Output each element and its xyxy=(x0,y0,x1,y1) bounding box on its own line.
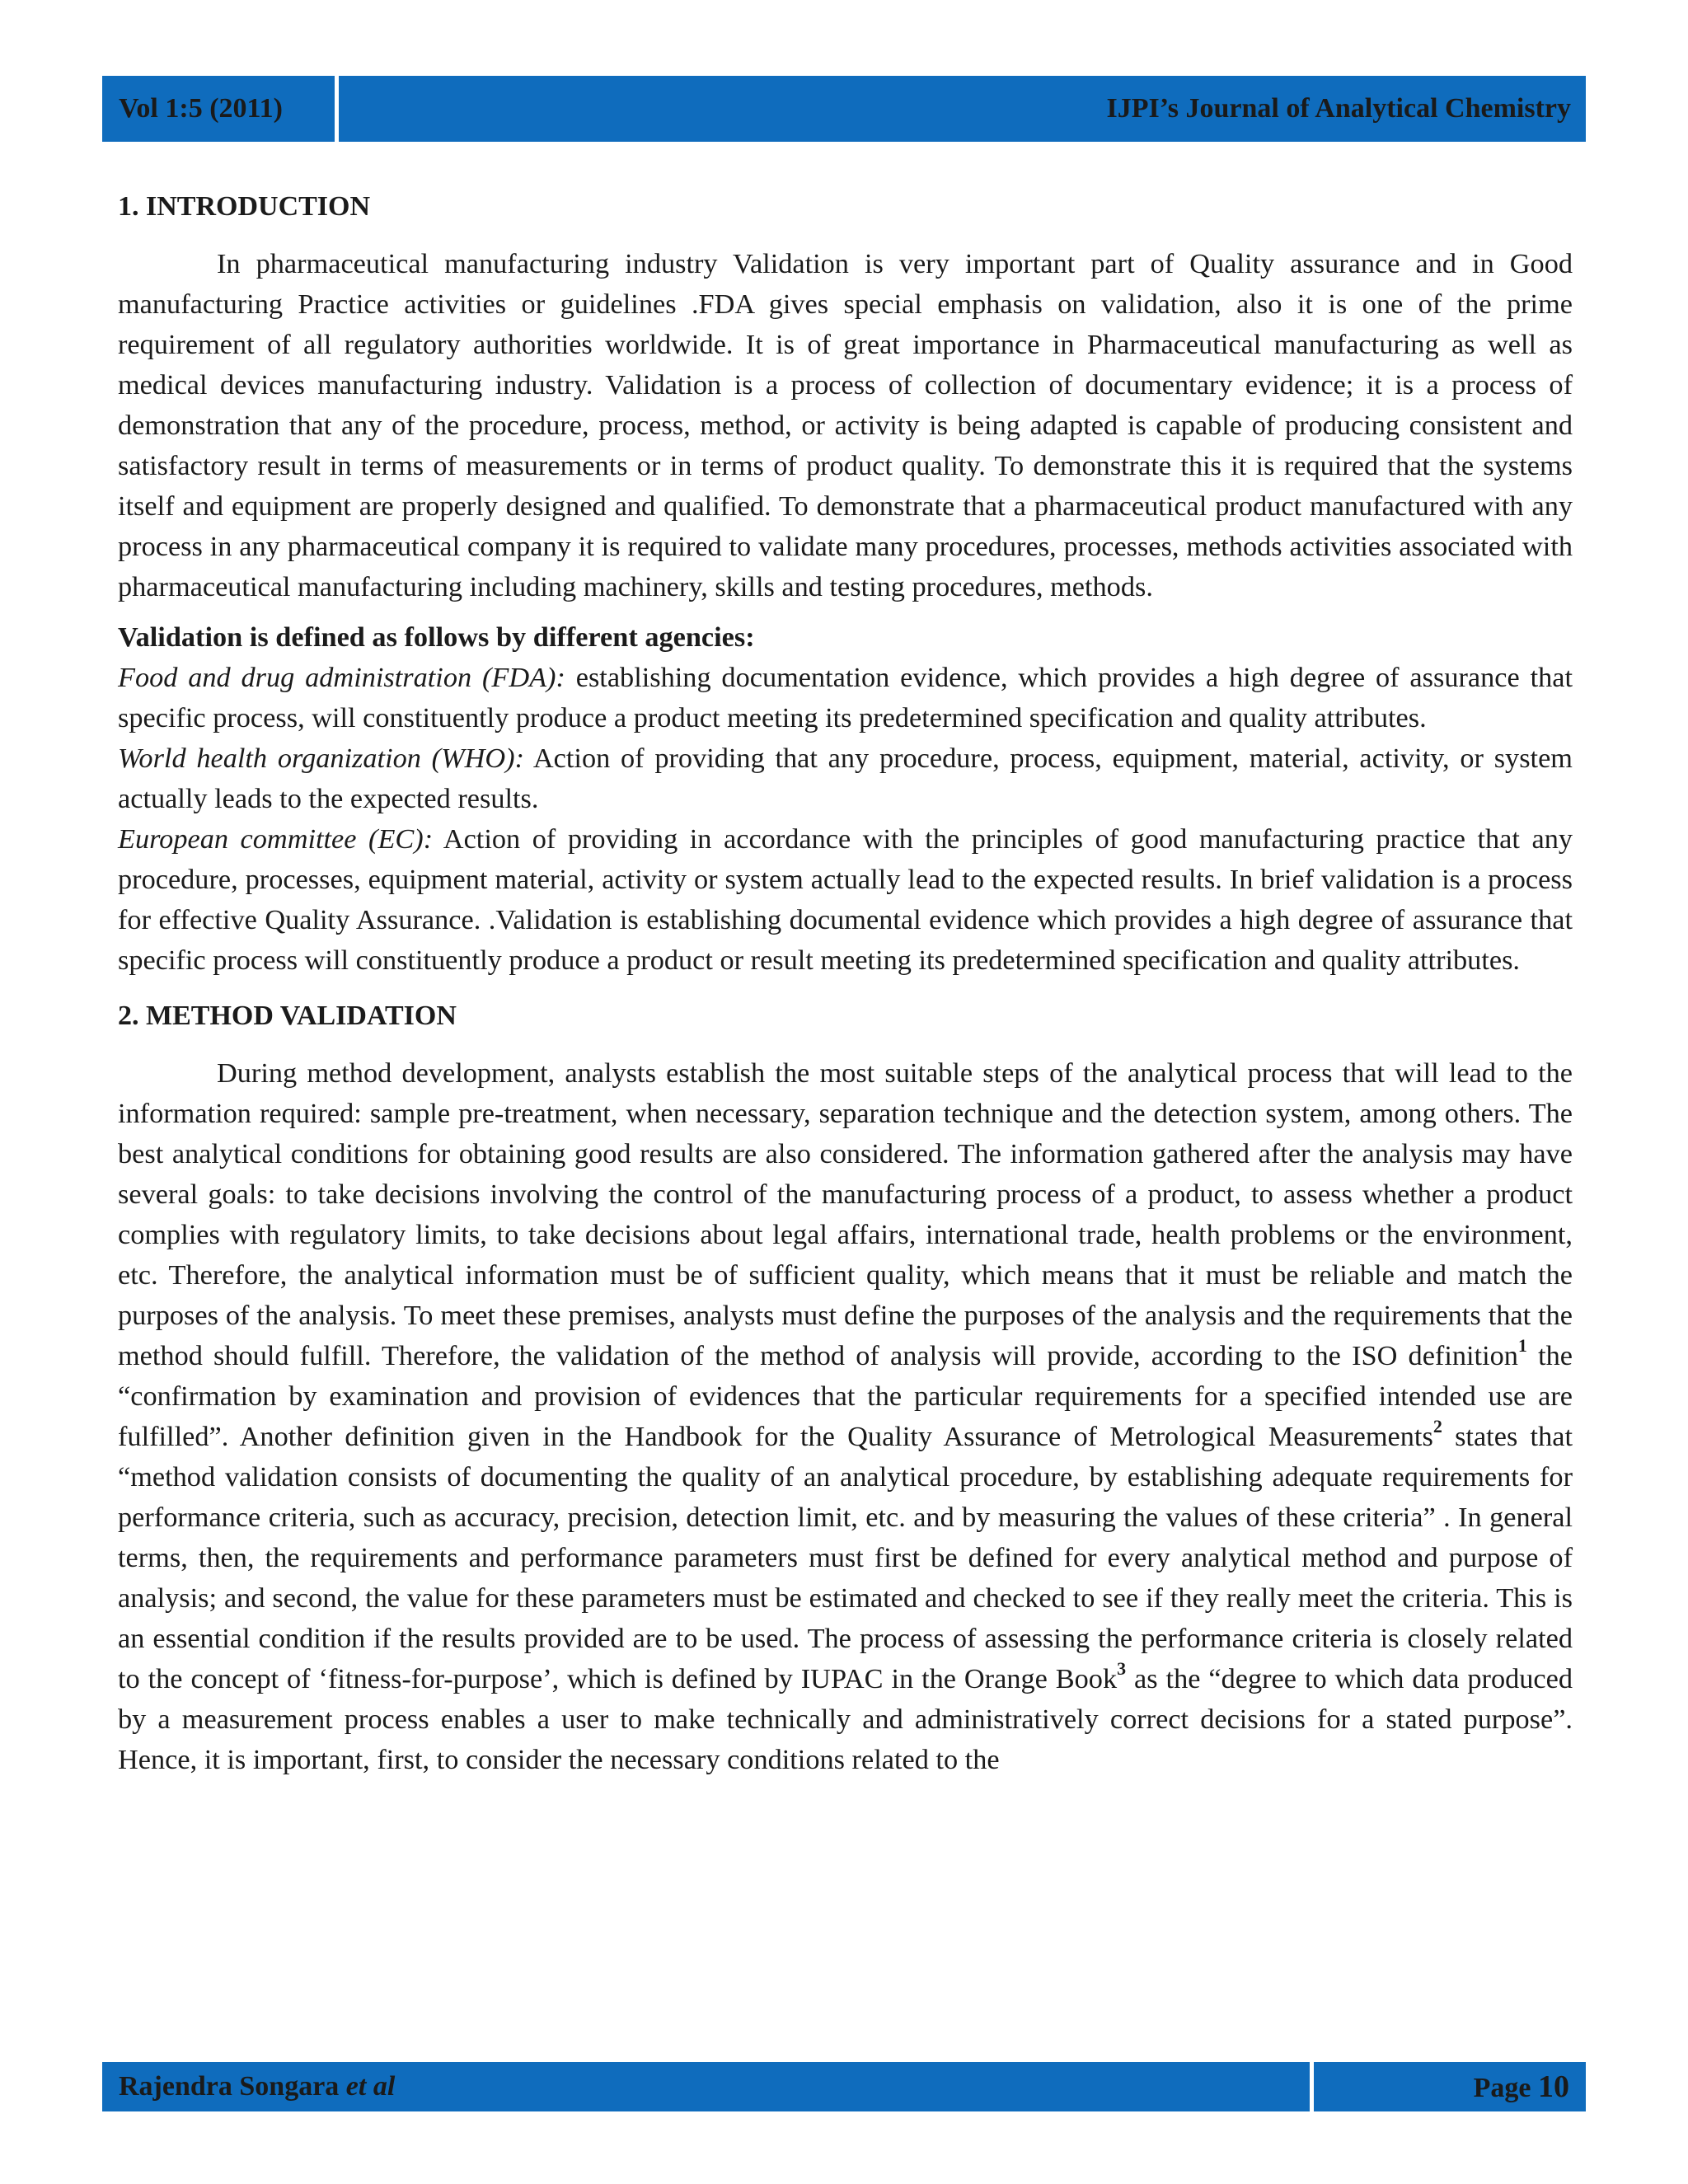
reference-marker: 1 xyxy=(1517,1335,1527,1356)
article-body xyxy=(118,183,1573,1780)
page-label: Page xyxy=(1473,2073,1531,2103)
reference-marker: 2 xyxy=(1432,1416,1442,1436)
journal-title: IJPI’s Journal of Analytical Chemistry xyxy=(1106,93,1571,124)
footer-author xyxy=(102,2071,1310,2102)
page-number: 10 xyxy=(1538,2069,1569,2104)
journal-header-bar xyxy=(102,76,1586,142)
page-footer-bar xyxy=(102,2062,1586,2111)
definition-who xyxy=(118,738,1573,819)
paragraph-text-part: During method development, analysts establish the most suitable steps of the analytical process that will lead to the information required: sample pre-treatment, when necessary, separation technique and the detection system, among others. The best analytical conditions for obtaining good results are also considered. The information gathered after the analysis may have several goals: to take decisions involving the control of the manufacturing process of a product, to assess whether a product complies with regulatory limits, to take decisions about legal affairs, international trade, health problems or the environment, etc. Therefore, the analytical information must be of sufficient quality, which means that it must be reliable and match the purposes of the analysis. To meet these premises, analysts must define the purposes of the analysis and the requirements that the method should fulfill. Therefore, the validation of the method of analysis will provide, according to the ISO definition xyxy=(118,1057,1573,1371)
definition-text-who: Action of providing that any procedure, process, equipment, material, activity, or system actually leads to the expected results. xyxy=(118,743,1573,814)
definitions-heading: Validation is defined as follows by different agencies: xyxy=(118,621,755,653)
definition-text-fda: establishing documentation evidence, which provides a high degree of assurance that specific process, will constituently produce a product meeting its predetermined specification and quality attributes. xyxy=(118,662,1573,733)
paragraph-text-part: states that “method validation consists of documenting the quality of an analytical procedure, by establishing adequate requirements for performance criteria, such as accuracy, precision, detection limit, etc. and by measuring the values of these criteria” . In general terms, then, the requirements and performance parameters must first be defined for every analytical method and purpose of analysis; and second, the value for these parameters must be estimated and checked to see if they really meet the criteria. This is an essential condition if the results provided are to be used. The process of assessing the performance criteria is closely related to the concept of ‘fitness-for-purpose’, which is defined by IUPAC in the Orange Book xyxy=(118,1421,1573,1694)
section-method-validation xyxy=(118,992,1573,1780)
definition-agency-ec: European committee (EC): xyxy=(118,823,434,855)
paragraph-text-part: as the “degree to which data produced by a measurement process enables a user to make technically and administratively correct decisions for a stated purpose”. Hence, it is important, first, to consider the necessary conditions related to the xyxy=(118,1663,1573,1775)
section-gap xyxy=(118,981,1573,992)
section-introduction xyxy=(118,183,1573,981)
volume-label: Vol 1:5 (2011) xyxy=(119,93,283,124)
reference-marker: 3 xyxy=(1117,1658,1127,1679)
page-indicator xyxy=(1314,2069,1586,2105)
definition-text-ec: Action of providing in accordance with the principles of good manufacturing practice that any procedure, processes, equipment material, activity or system actually lead to the expected results. In brief validation is a process for effective Quality Assurance. .Validation is establishing documental evidence which provides a high degree of assurance that specific process will constituently produce a product or result meeting its predetermined specification and quality attributes. xyxy=(118,823,1573,976)
section-heading-introduction: 1. INTRODUCTION xyxy=(118,191,371,222)
method-validation-paragraph xyxy=(118,1053,1573,1780)
definition-fda xyxy=(118,658,1573,738)
author-suffix: et al xyxy=(345,2071,396,2102)
introduction-paragraph: In pharmaceutical manufacturing industry Validation is very important part of Quality assurance and in Good manufacturing Practice activities or guidelines .FDA gives special emphasis on validation, also it is one of the prime requirement of all regulatory authorities worldwide. It is of great importance in Pharmaceutical manufacturing as well as medical devices manufacturing industry. Validation is a process of collection of documentary evidence; it is a process of demonstration that any of the procedure, process, method, or activity is being adapted is capable of producing consistent and satisfactory result in terms of measurements or in terms of product quality. To demonstrate this it is required that the systems itself and equipment are properly designed and qualified. To demonstrate that a pharmaceutical product manufactured with any process in any pharmaceutical company it is required to validate many procedures, processes, methods activities associated with pharmaceutical manufacturing including machinery, skills and testing procedures, methods. xyxy=(118,248,1573,602)
section-heading-method-validation: 2. METHOD VALIDATION xyxy=(118,1001,457,1031)
definition-agency-fda: Food and drug administration (FDA): xyxy=(118,662,565,693)
paragraph-text-part: the “confirmation by examination and provision of evidences that the particular requirements for a specified intended use are fulfilled”. Another definition given in the Handbook for the Quality Assurance of Metrological Measurements xyxy=(118,1340,1573,1452)
author-name: Rajendra Songara xyxy=(119,2071,340,2102)
definition-ec xyxy=(118,819,1573,981)
definition-agency-who: World health organization (WHO): xyxy=(118,743,525,774)
